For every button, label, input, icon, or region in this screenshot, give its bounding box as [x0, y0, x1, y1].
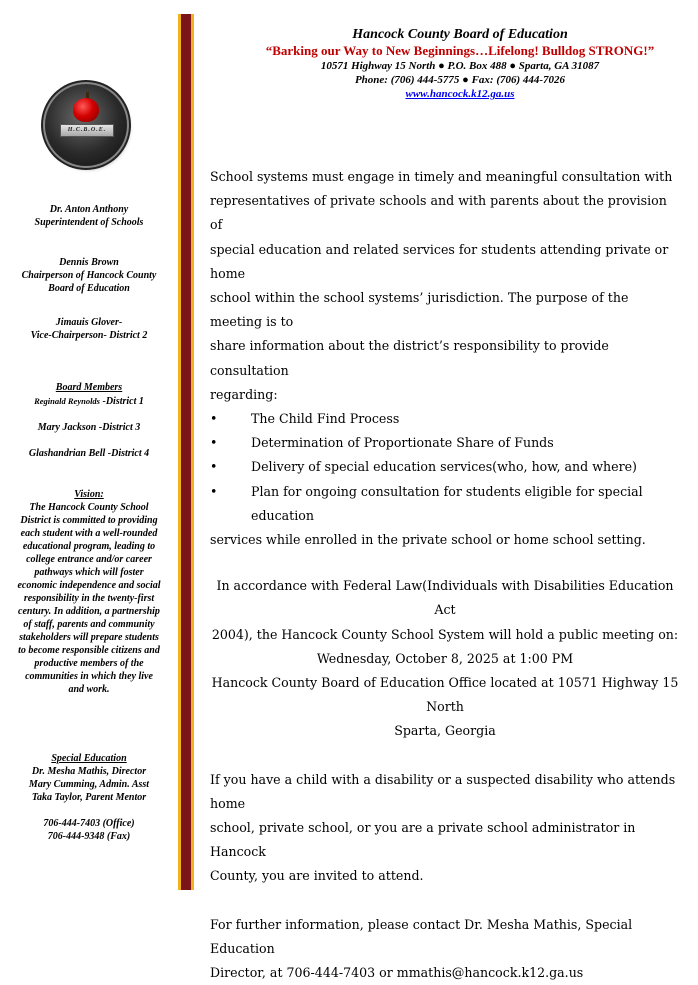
board-member	[4, 395, 174, 408]
board-member-district: -District 4	[107, 448, 150, 459]
vision-line: educational program, leading to	[22, 541, 156, 552]
text-line: school within the school systems’ jurisdiction. The purpose of the meeting is to	[210, 290, 629, 330]
meeting-date: Wednesday, October 8, 2025 at 1:00 PM	[316, 650, 574, 666]
office-phone: 706-444-7403 (Office)	[43, 818, 135, 829]
list-item	[210, 480, 680, 528]
text-line: regarding:	[210, 386, 278, 402]
vision-line: pathways which will foster	[34, 567, 144, 578]
vision-line: and work.	[68, 684, 110, 695]
vice-chair-block	[4, 316, 174, 342]
vision-line: communities in which they live	[25, 671, 153, 682]
bullet-icon: •	[210, 435, 218, 451]
board-member-name: Reginald Reynolds	[34, 396, 100, 406]
vision-line: District is committed to providing	[20, 515, 158, 526]
vision-line: of staff, parents and community	[23, 619, 155, 630]
vision-line: college entrance and/or career	[26, 554, 152, 565]
chair-title-1: Chairperson of Hancock County	[21, 270, 157, 281]
text-line: For further information, please contact Dr. Mesha Mathis, Special Education	[210, 916, 633, 956]
text-line: share information about the district’s responsibility to provide consultation	[210, 338, 609, 378]
vision-line: responsibility in the twenty-first	[23, 593, 155, 604]
bullet-icon: •	[210, 459, 218, 475]
chair-title-2: Board of Education	[48, 283, 130, 294]
vice-chair-title: Vice-Chairperson- District 2	[30, 330, 148, 341]
text-line: County, you are invited to attend.	[210, 868, 424, 884]
list-continuation: services while enrolled in the private school or home school setting.	[210, 532, 646, 548]
notice-body	[210, 165, 680, 985]
motto: “Barking our Way to New Beginnings…Lifelong! Bulldog STRONG!”	[265, 43, 655, 58]
special-ed-staff: Mary Cumming, Admin. Asst	[28, 779, 150, 790]
text-line: 2004), the Hancock County School System will hold a public meeting on:	[211, 626, 679, 642]
board-member	[4, 421, 174, 434]
text-line: representatives of private schools and with parents about the provision of	[210, 193, 667, 233]
meeting-location: Hancock County Board of Education Office located at 10571 Highway 15 North	[211, 675, 679, 715]
vision-line: economic independence and social	[17, 580, 161, 591]
list-item	[210, 455, 680, 479]
bullet-icon: •	[210, 411, 218, 427]
superintendent-name: Dr. Anton Anthony	[49, 204, 129, 215]
hcboe-logo	[45, 84, 127, 166]
board-member-district: -District 1	[102, 396, 144, 407]
board-member	[4, 447, 174, 460]
intro-paragraph	[210, 165, 680, 407]
address: 10571 Highway 15 North ● P.O. Box 488 ● Sparta, GA 31087	[320, 60, 600, 72]
bullet-list	[210, 407, 680, 552]
board-member-name: Glashandrian Bell	[28, 448, 106, 459]
vision-heading: Vision:	[74, 489, 104, 500]
list-item	[210, 407, 680, 431]
list-item-text: Delivery of special education services(who, how, and where)	[251, 459, 637, 475]
list-item-text: Determination of Proportionate Share of Funds	[251, 435, 554, 451]
vision-line: stakeholders will prepare students	[19, 632, 159, 643]
vision-line: The Hancock County School	[29, 502, 149, 513]
vision-line: productive members of the	[34, 658, 144, 669]
website-link[interactable]: www.hancock.k12.ga.us	[405, 88, 515, 100]
superintendent-block	[4, 203, 174, 229]
sidebar	[0, 0, 178, 897]
vision-text	[4, 501, 174, 696]
vision-line: to become responsible citizens and	[18, 645, 160, 656]
special-ed-block	[4, 752, 174, 843]
text-line: School systems must engage in timely and meaningful consultation with	[210, 169, 673, 184]
chair-name: Dennis Brown	[59, 257, 119, 268]
special-ed-staff: Taka Taylor, Parent Mentor	[31, 792, 147, 803]
list-item-text: Plan for ongoing consultation for students eligible for special education	[251, 483, 643, 523]
vice-chair-name: Jimauis Glover-	[55, 317, 123, 328]
meeting-paragraph	[210, 574, 680, 743]
letterhead	[240, 26, 680, 101]
text-line: special education and related services for students attending private or home	[210, 241, 669, 281]
text-line: In accordance with Federal Law(Individuals with Disabilities Education Act	[216, 578, 674, 618]
apple-icon	[73, 98, 99, 122]
text-line: school, private school, or you are a private school administrator in Hancock	[210, 820, 636, 860]
bullet-icon: •	[210, 483, 218, 499]
list-item-text: The Child Find Process	[251, 411, 400, 427]
text-line: Sparta, Georgia	[394, 723, 496, 739]
special-ed-staff: Dr. Mesha Mathis, Director	[31, 766, 147, 777]
invite-paragraph	[210, 768, 680, 889]
board-members-block	[4, 381, 174, 460]
board-members-heading: Board Members	[55, 382, 123, 393]
chair-block	[4, 256, 174, 295]
vision-line: century. In addition, a partnership	[18, 606, 160, 617]
board-member-district: -District 3	[98, 422, 141, 433]
org-title: Hancock County Board of Education	[352, 27, 568, 42]
list-item	[210, 431, 680, 455]
maroon-divider-bar	[178, 14, 194, 890]
board-member-name: Mary Jackson	[37, 422, 97, 433]
vision-block	[4, 488, 174, 696]
superintendent-title: Superintendent of Schools	[34, 217, 144, 228]
phone-fax: Phone: (706) 444-5775 ● Fax: (706) 444-7026	[354, 74, 566, 86]
text-line: Director, at 706-444-7403 or mmathis@hancock.k12.ga.us	[210, 965, 584, 981]
logo-plate: H.C.B.O.E.	[60, 124, 114, 137]
vision-line: each student with a well-rounded	[20, 528, 158, 539]
fax-number: 706-444-9348 (Fax)	[47, 831, 131, 842]
text-line: If you have a child with a disability or a suspected disability who attends home	[210, 771, 676, 811]
special-ed-heading: Special Education	[51, 753, 127, 764]
contact-paragraph	[210, 913, 680, 985]
